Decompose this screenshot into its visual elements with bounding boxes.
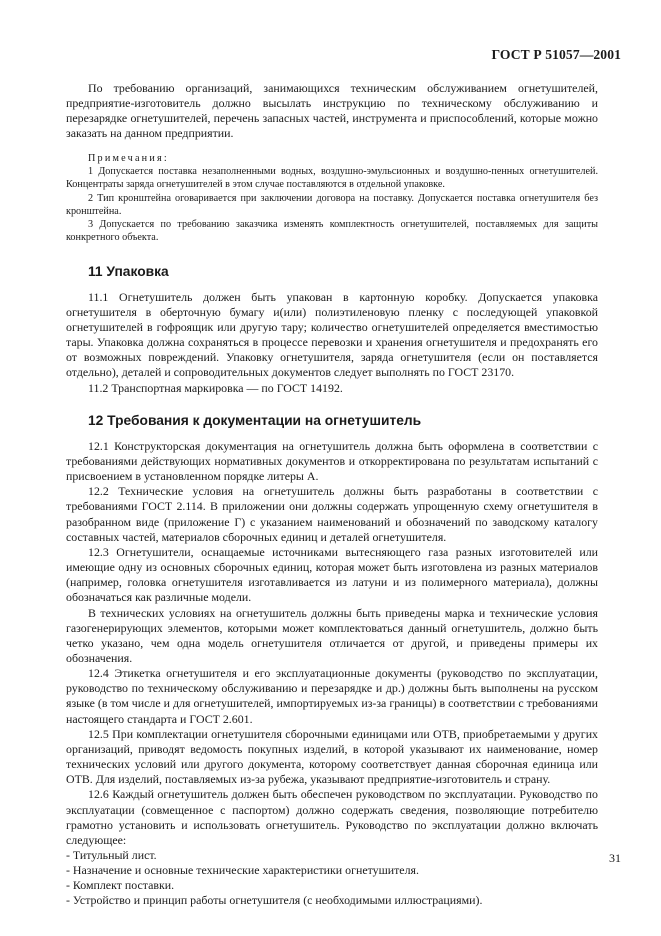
paragraph-11-1: 11.1 Огнетушитель должен быть упакован в картонную коробку. Допускается упаковка огнетушителя в оберточную бумагу и(или) полиэтиленовую пленку с последующей упаковкой огнетушителей в гофроящик или другую тару; количество огнетушителей определяется вместимостью тары. Упаковка должна сохраняться в процессе перевозки и хранения огнетушителя и предохранять его от возможных повреждений. Упаковку огнетушителя, заряда огнетушителя (если он поставляется отдельно), деталей и сопроводительных документов следует выполнять по ГОСТ 23170. — [66, 289, 598, 380]
list-item: - Титульный лист. — [66, 848, 157, 863]
contents-list — [66, 848, 598, 909]
notes-title: Примечания: — [88, 152, 169, 164]
paragraph-12-2: 12.2 Технические условия на огнетушитель должны быть разработаны в соответствии с требованиями ГОСТ 2.114. В приложении они должны содержать упрощенную схему огнетушителя в разобранном виде (приложение Г) с указанием наименований и обозначений по заводскому каталогу составных частей, материалов сборочных единиц и деталей огнетушителя. — [66, 484, 598, 544]
intro-paragraph: По требованию организаций, занимающихся техническим обслуживанием огнетушителей, предприятие-изготовитель должно высылать инструкцию по техническому обслуживанию и перезарядке огнетушителей, перечень запасных частей, инструмента и приспособлений, которые можно заказать на данном предприятии. — [66, 81, 598, 141]
paragraph-12-4: 12.4 Этикетка огнетушителя и его эксплуатационные документы (руководство по эксплуатации, руководство по техническому обслуживанию и перезарядке и др.) должны быть выполнены на русском языке (в том числе и для огнетушителей, импортируемых из-за границы) в соответствии с требованиями настоящего стандарта и ГОСТ 2.601. — [66, 666, 598, 726]
paragraph-12-5: 12.5 При комплектации огнетушителя сборочными единицами или ОТВ, приобретаемыми у других организаций, приводят ведомость покупных изделий, в которой указывают их наименование, номер технических условий или другого документа, которому соответствует данная сборочная единица или ОТВ. Для изделий, поставляемых из-за рубежа, указывают предприятие-изготовитель и страну. — [66, 726, 598, 787]
paragraph-11-2: 11.2 Транспортная маркировка — по ГОСТ 14192. — [88, 380, 343, 395]
paragraph-12-6: 12.6 Каждый огнетушитель должен быть обеспечен руководством по эксплуатации. Руководство по эксплуатации (совмещенное с паспортом) должно содержать сведения, позволяющие потребителю грамотно установить и использовать огнетушитель. Руководство по эксплуатации должно включать следующее: — [66, 787, 598, 847]
section-11-heading: 11 Упаковка — [88, 263, 169, 279]
note-item: 1 Допускается поставка незаполненными водных, воздушно-эмульсионных и воздушно-пенных огнетушителей. Концентраты заряда огнетушителей в этом случае поставляются в отдельной упаковке. — [66, 165, 598, 191]
paragraph-12-3-cont: В технических условиях на огнетушитель должны быть приведены марка и технические условия газогенерирующих элементов, которыми может комплектоваться данный огнетушитель, должно быть четко указано, чем одна модель огнетушителя отличается от другой, и приведены примеры их обозначения. — [66, 605, 598, 665]
paragraph-12-3: 12.3 Огнетушители, оснащаемые источниками вытесняющего газа разных изготовителей или имеющие одну из основных сборочных единиц, которая может быть изготовлена из разных материалов (например, головка огнетушителя изготавливается из латуни и из полимерного материала), должны обозначаться как различные модели. — [66, 544, 598, 605]
standard-code: ГОСТ Р 51057—2001 — [491, 47, 621, 62]
list-item: - Назначение и основные технические характеристики огнетушителя. — [66, 863, 419, 878]
list-item: - Комплект поставки. — [66, 878, 175, 893]
list-item: - Устройство и принцип работы огнетушителя (с необходимыми иллюстрациями). — [66, 893, 483, 908]
section-12-heading: 12 Требования к документации на огнетушитель — [88, 412, 422, 428]
paragraph-12-1: 12.1 Конструкторская документация на огнетушитель должна быть оформлена в соответствии с требованиями действующих нормативных документов и откорректирована по результатам испытаний с присвоением в установленном порядке литеры А. — [66, 438, 598, 484]
note-item: 3 Допускается по требованию заказчика изменять комплектность огнетушителей, поставляемых для защиты конкретного объекта. — [66, 219, 598, 244]
note-item: 2 Тип кронштейна оговаривается при заключении договора на поставку. Допускается поставка огнетушителя без кронштейна. — [66, 192, 598, 217]
page-number: 31 — [609, 851, 621, 865]
notes-block — [66, 152, 598, 245]
page-content — [66, 81, 598, 909]
